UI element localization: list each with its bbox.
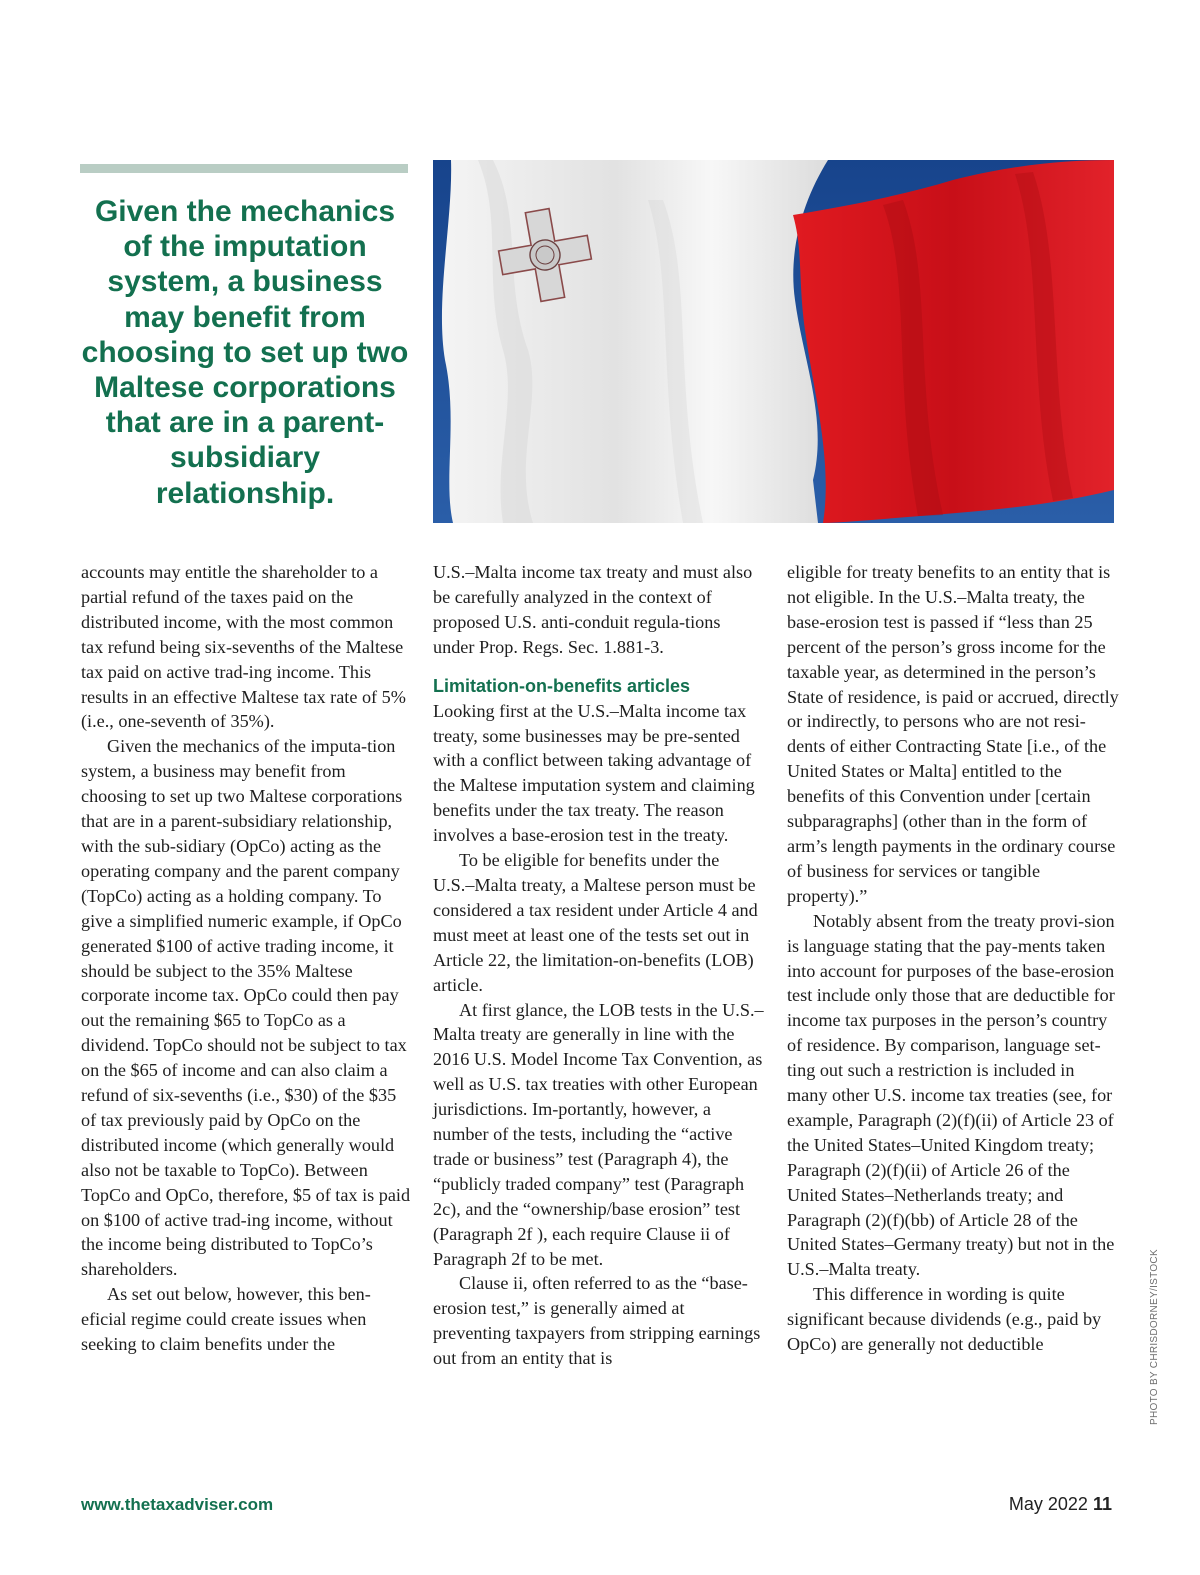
- pull-quote: Given the mechanics of the imputation system, a business may benefit from choosing to set up two Maltese corporations that are in a parent-subsidiary relationship.: [81, 195, 409, 510]
- photo-credit: PHOTO BY CHRISDORNEY/ISTOCK: [1149, 1249, 1160, 1425]
- pull-quote-rule: [80, 164, 408, 173]
- body-paragraph: Looking first at the U.S.–Malta income tax treaty, some businesses may be pre-sented with a conflict between taking advantage of the Maltese imputation system and claiming benefits under the tax treaty. The reason involves a base-erosion test in the treaty.: [433, 700, 755, 846]
- body-paragraph: Notably absent from the treaty provi-sion is language stating that the pay-ments taken into account for purposes of the base-erosion test include only those that are deductible for income tax purposes in the person’s country of residence. By comparison, language set-ting out such a restriction is included in many other U.S. income tax treaties (see, for example, Paragraph (2)(f)(ii) of Article 23 of the United States–United Kingdom treaty; Paragraph (2)(f)(ii) of Article 26 of the United States–Netherlands treaty; and Paragraph (2)(f)(bb) of Article 28 of the United States–Germany treaty) but not in the U.S.–Malta treaty.: [787, 910, 1115, 1280]
- footer-website-link[interactable]: www.thetaxadviser.com: [81, 1495, 274, 1514]
- article-column-2: [433, 560, 765, 1371]
- footer-issue-date: [1009, 1494, 1112, 1515]
- body-paragraph: Given the mechanics of the imputa-tion system, a business may benefit from choosing to set up two Maltese corporations that are in a parent-subsidiary relationship, with the sub-sidiary (OpCo) acting as the operating company and the parent company (TopCo) acting as a holding company. To give a simplified numeric example, if OpCo generated $100 of active trading income, it should be subject to the 35% Maltese corporate income tax. OpCo could then pay out the remaining $65 to TopCo as a dividend. TopCo should not be subject to tax on the $65 of income and can also claim a refund of six-sevenths (i.e., $30) of the $35 of tax previously paid by OpCo on the distributed income (which generally would also not be taxable to TopCo). Between TopCo and OpCo, therefore, $5 of tax is paid on $100 of active trad-ing income, without the income being distributed to TopCo’s shareholders.: [81, 736, 411, 1280]
- body-paragraph: To be eligible for benefits under the U.S.–Malta treaty, a Maltese person must be considered a tax resident under Article 4 and must meet at least one of the tests set out in Article 22, the limitation-on-benefits (LOB) article.: [433, 850, 758, 995]
- body-paragraph: U.S.–Malta income tax treaty and must also be carefully analyzed in the context of proposed U.S. anti-conduit regula-tions under Prop. Regs. Sec. 1.881-3.: [433, 562, 753, 657]
- article-column-3: [787, 560, 1119, 1357]
- body-paragraph: accounts may entitle the shareholder to a partial refund of the taxes paid on the distributed income, with the most common tax refund being six-sevenths of the Maltese tax paid on active trad-ing income. This results in an effective Maltese tax rate of 5% (i.e., one-seventh of 35%).: [81, 562, 406, 732]
- body-paragraph: Clause ii, often referred to as the “base-erosion test,” is generally aimed at preventing taxpayers from stripping earnings out from an entity that is: [433, 1273, 761, 1369]
- body-paragraph: As set out below, however, this ben-eficial regime could create issues when seeking to claim benefits under the: [81, 1284, 371, 1355]
- article-column-1: [81, 560, 411, 1357]
- body-paragraph: At first glance, the LOB tests in the U.S.–Malta treaty are generally in line with the 2016 U.S. Model Income Tax Convention, as well as U.S. tax treaties with other European jurisdictions. Im-portantly, however, a number of the tests, including the “active trade or business” test (Paragraph 4), the “publicly traded company” test (Paragraph 2c), and the “ownership/base erosion” test (Paragraph 2f ), each require Clause ii of Paragraph 2f to be met.: [433, 999, 764, 1269]
- section-heading: Limitation-on-benefits articles: [433, 675, 691, 696]
- page-number: 11: [1092, 1494, 1112, 1514]
- issue-date: May 2022: [1008, 1494, 1088, 1514]
- body-paragraph: eligible for treaty benefits to an entity that is not eligible. In the U.S.–Malta treaty, the base-erosion test is passed if “less than 25 percent of the person’s gross income for the taxable year, as determined in the person’s State of residence, is paid or accrued, directly or indirectly, to persons who are not resi-dents of either Contracting State [i.e., of the United States or Malta] entitled to the benefits of this Convention under [certain subparagraphs] (other than in the form of arm’s length payments in the ordinary course of business for services or tangible property).”: [787, 562, 1119, 906]
- body-paragraph: This difference in wording is quite significant because dividends (e.g., paid by OpCo) are generally not deductible: [787, 1284, 1102, 1355]
- malta-flag-photo: [433, 160, 1114, 523]
